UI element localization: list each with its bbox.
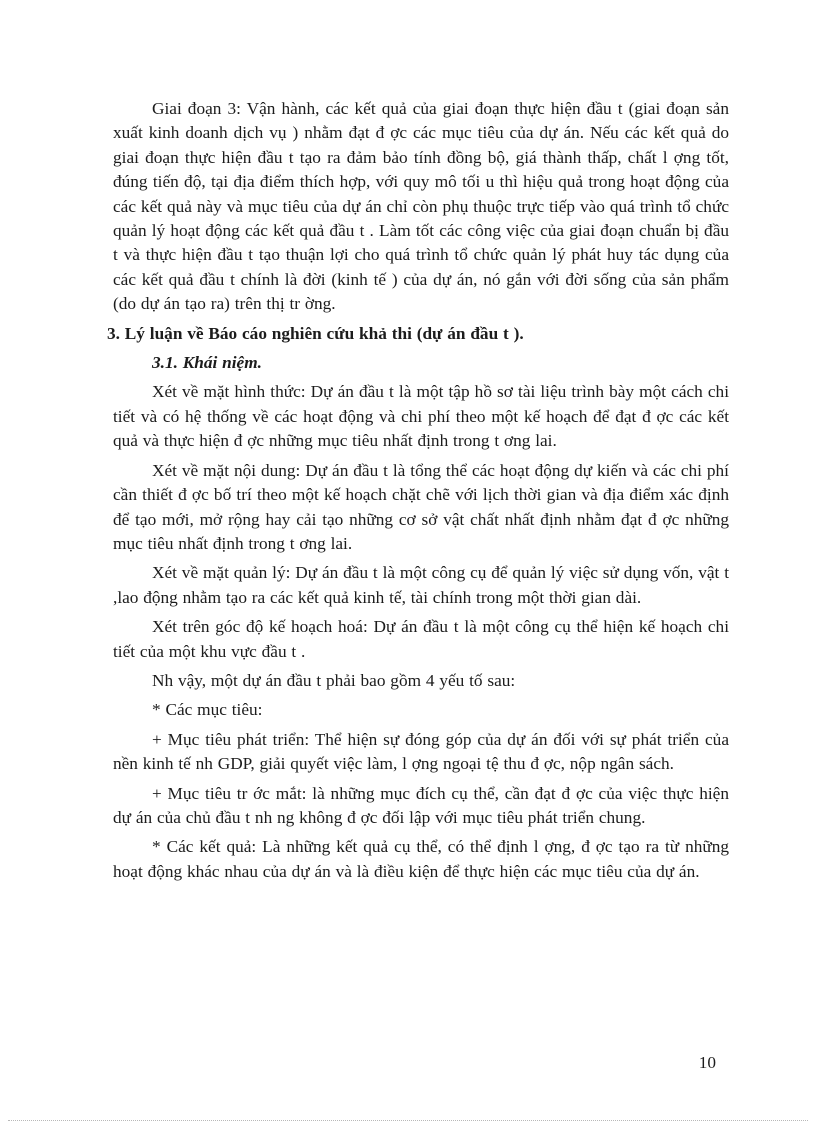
page-content — [107, 97, 729, 889]
paragraph-cac-muc-tieu: * Các mục tiêu: — [152, 700, 263, 720]
paragraph-quan-ly: Xét về mặt quản lý: Dự án đầu t là một công cụ để quản lý việc sử dụng vốn, vật t ,lao động nhằm tạo ra các kết quả kinh tế, tài chính trong một thời gian dài. — [113, 563, 729, 607]
paragraph-cac-ket-qua: * Các kết quả: Là những kết quả cụ thể, có thể định l ợng, đ ợc tạo ra từ những hoạt động khác nhau của dự án và là điều kiện để thực hiện các mục tiêu của dự án. — [113, 837, 729, 881]
paragraph-muc-tieu-truoc-mat: + Mục tiêu tr ớc mắt: là những mục đích cụ thể, cần đạt đ ợc của việc thực hiện dự án của chủ đầu t nh ng không đ ợc đối lập với mục tiêu phát triển chung. — [113, 783, 729, 827]
paragraph-hinh-thuc: Xét về mặt hình thức: Dự án đầu t là một tập hồ sơ tài liệu trình bày một cách chi tiết và có hệ thống về các hoạt động và chi phí theo một kế hoạch để đạt đ ợc các kết quả và thực hiện đ ợc những mục tiêu nhất định trong t ơng lai. — [113, 382, 729, 451]
section-heading-3: 3. Lý luận về Báo cáo nghiên cứu khả thi (dự án đầu t ). — [107, 323, 524, 343]
paragraph-giai-doan-3: Giai đoạn 3: Vận hành, các kết quả của giai đoạn thực hiện đầu t (giai đoạn sản xuất kinh doanh dịch vụ ) nhằm đạt đ ợc các mục tiêu của dự án. Nếu các kết quả do giai đoạn thực hiện đầu t tạo ra đảm bảo tính đồng bộ, giá thành thấp, chất l ợng tốt, đúng tiến độ, tại địa điểm thích hợp, với quy mô tối u thì hiệu quả trong hoạt động của các kết quả này và mục tiêu của dự án chỉ còn phụ thuộc trực tiếp vào quá trình tổ chức quản lý hoạt động các kết quả đầu t . Làm tốt các công việc của giai đoạn chuẩn bị đầu t và thực hiện đầu t tạo thuận lợi cho quá trình tổ chức quản lý phát huy tác dụng của các kết quả đầu t chính là đời (kinh tế ) của dự án, nó gắn với đời sống của sản phẩm (do dự án tạo ra) trên thị tr ờng. — [113, 99, 729, 314]
paragraph-noi-dung: Xét về mặt nội dung: Dự án đầu t là tổng thể các hoạt động dự kiến và các chi phí cần thiết đ ợc bố trí theo một kế hoạch chặt chẽ với lịch thời gian và địa điểm xác định để tạo mới, mở rộng hay cải tạo những cơ sở vật chất nhất định nhằm đạt đ ợc những mục tiêu nhất định trong t ơng lai. — [113, 460, 729, 553]
scan-edge-dotted-line — [8, 1120, 808, 1121]
paragraph-ke-hoach-hoa: Xét trên góc độ kế hoạch hoá: Dự án đầu t là một công cụ thể hiện kế hoạch chi tiết của một khu vực đầu t . — [113, 617, 729, 661]
paragraph-4-yeu-to: Nh vậy, một dự án đầu t phải bao gồm 4 yếu tố sau: — [152, 670, 516, 690]
subsection-heading-3-1: 3.1. Khái niệm. — [152, 353, 262, 373]
page-number: 10 — [698, 1053, 716, 1072]
paragraph-muc-tieu-phat-trien: + Mục tiêu phát triển: Thể hiện sự đóng góp của dự án đối với sự phát triển của nền kinh tế nh GDP, giải quyết việc làm, l ợng ngoại tệ thu đ ợc, nộp ngân sách. — [113, 729, 729, 774]
